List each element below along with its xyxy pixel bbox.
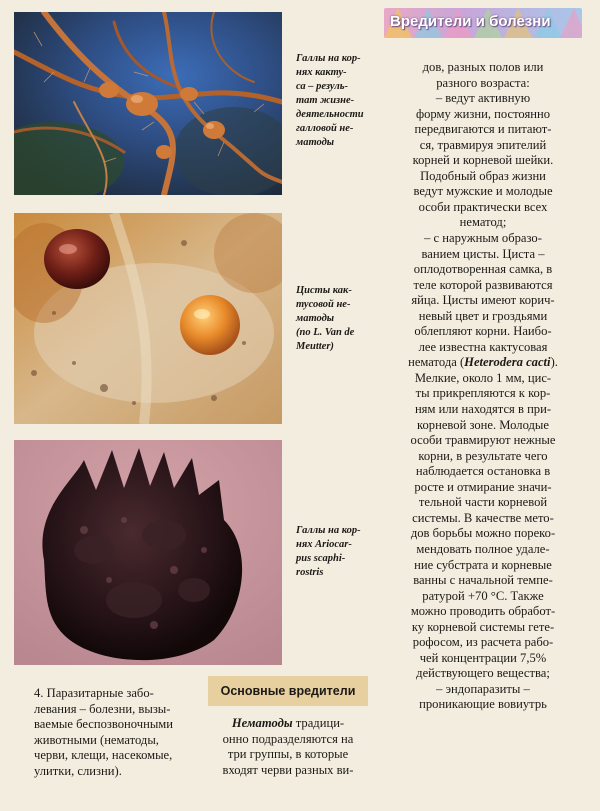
species-name: Heterodera cacti bbox=[464, 355, 551, 370]
text-line: черви, клещи, насекомые, bbox=[34, 748, 173, 763]
caption-line: тусовой не- bbox=[296, 299, 351, 310]
text-line: нематод; bbox=[459, 215, 507, 230]
caption-line: Цисты как- bbox=[296, 285, 352, 296]
photo-cactus-root-galls bbox=[14, 12, 282, 195]
text-line: – эндопаразиты – bbox=[436, 681, 530, 696]
text-line: корневой зоне. Молодые bbox=[417, 417, 549, 432]
text-line bbox=[208, 716, 368, 732]
text-line: особи травмируют нежные bbox=[410, 433, 556, 448]
caption-line: rostris bbox=[296, 567, 324, 578]
caption-photo1 bbox=[296, 52, 378, 150]
section-title: Вредители и болезни bbox=[390, 13, 551, 30]
caption-line: Галлы на кор- bbox=[296, 53, 361, 64]
text-line: системы. В качестве мето- bbox=[412, 510, 554, 525]
text-line: ням или находятся в при- bbox=[414, 402, 552, 417]
text-line: облепляют корни. Наибо- bbox=[414, 324, 552, 339]
text-line: разного возраста: bbox=[436, 75, 530, 90]
text-line: ваемые беспозвоночными bbox=[34, 717, 173, 732]
text-line: ние субстрата и корневые bbox=[414, 557, 552, 572]
caption-line: тат жизне- bbox=[296, 95, 355, 106]
caption-line: Meutter) bbox=[296, 341, 334, 352]
text-line: наблюдается остановка в bbox=[415, 464, 551, 479]
text-line: действующего вещества; bbox=[416, 666, 550, 681]
caption-line: галловой не- bbox=[296, 123, 354, 134]
text-line: форму жизни, постоянно bbox=[415, 106, 551, 121]
text-line: входят черви разных ви- bbox=[222, 762, 354, 777]
text-line: невый цвет и гроздьями bbox=[418, 308, 548, 323]
text-line: теле которой развиваются bbox=[413, 277, 553, 292]
caption-line: Галлы на кор- bbox=[296, 525, 361, 536]
text-line: улитки, слизни). bbox=[34, 763, 122, 778]
text-line: ся, травмируя эпителий bbox=[419, 137, 547, 152]
caption-line: матоды bbox=[296, 137, 335, 148]
text-line: росте и отмирание значи- bbox=[414, 479, 552, 494]
text-line: – с наружным образо- bbox=[424, 231, 542, 246]
body-text-right-column bbox=[385, 60, 581, 713]
text-line: лее известна кактусовая bbox=[418, 339, 548, 354]
text-line: оплодотворенная самка, в bbox=[413, 262, 553, 277]
photo-ariocarpus-root-galls bbox=[14, 440, 282, 665]
section-header-band bbox=[384, 8, 582, 38]
text-line: чей концентрации 7,5% bbox=[419, 650, 547, 665]
caption-line: са – резуль- bbox=[296, 81, 348, 92]
text-line: ку корневой системы гете- bbox=[411, 619, 555, 634]
text-line: яйца. Цисты имеют корич- bbox=[411, 293, 555, 308]
text-line: Мелкие, около 1 мм, цис- bbox=[414, 370, 552, 385]
text-line: проникающие вовиутрь bbox=[419, 697, 547, 712]
text-line: ванны с начальной темпе- bbox=[413, 573, 553, 588]
lead-term: Нематоды bbox=[231, 716, 293, 730]
text-line: дов борьбы можно пореко- bbox=[410, 526, 556, 541]
text-line: ведут мужские и молодые bbox=[413, 184, 553, 199]
text-line: мендовать полное удале- bbox=[416, 541, 550, 556]
text-line: дов, разных полов или bbox=[422, 60, 544, 74]
caption-line: деятельности bbox=[296, 109, 364, 120]
caption-photo2 bbox=[296, 284, 378, 354]
text-line: левания – болезни, вызы- bbox=[34, 701, 171, 716]
caption-line: матоды bbox=[296, 313, 335, 324]
text-line: ты прикрепляются к кор- bbox=[415, 386, 551, 401]
text-line: 4. Паразитарные забо- bbox=[34, 686, 154, 700]
text-line: корни, в результате чего bbox=[418, 448, 548, 463]
caption-photo3 bbox=[296, 524, 378, 580]
text-fragment: традици- bbox=[292, 716, 345, 730]
text-line: онно подразделяются на bbox=[222, 731, 354, 746]
text-line: животными (нематоды, bbox=[34, 732, 159, 747]
text-line: Подобный образ жизни bbox=[420, 168, 546, 183]
text-line: рофосом, из расчета рабо- bbox=[412, 635, 554, 650]
text-line: тельной части корневой bbox=[418, 495, 548, 510]
parasitic-diseases-paragraph bbox=[34, 686, 200, 780]
text-line: ванием цисты. Циста – bbox=[421, 246, 545, 261]
caption-line: нях Ariocar- bbox=[296, 539, 352, 550]
nematodes-paragraph bbox=[208, 716, 368, 778]
caption-line: pus scaphi- bbox=[296, 553, 346, 564]
text-line: – ведут активную bbox=[435, 91, 531, 106]
text-line: особи практически всех bbox=[418, 199, 548, 214]
text-line: передвигаются и питают- bbox=[414, 122, 552, 137]
photo-cactus-nematode-cysts bbox=[14, 213, 282, 424]
caption-line: (по L. Van de bbox=[296, 327, 355, 338]
text-line: корней и корневой шейки. bbox=[412, 153, 554, 168]
caption-line: нях какту- bbox=[296, 67, 347, 78]
text-fragment: нематода ( bbox=[408, 355, 465, 370]
text-line bbox=[385, 355, 581, 371]
text-fragment: ). bbox=[550, 355, 558, 370]
text-line: ратурой +70 °С. Также bbox=[422, 588, 544, 603]
main-pests-heading: Основные вредители bbox=[208, 676, 368, 706]
text-line: можно проводить обработ- bbox=[410, 604, 556, 619]
text-line: три группы, в которые bbox=[227, 747, 349, 762]
